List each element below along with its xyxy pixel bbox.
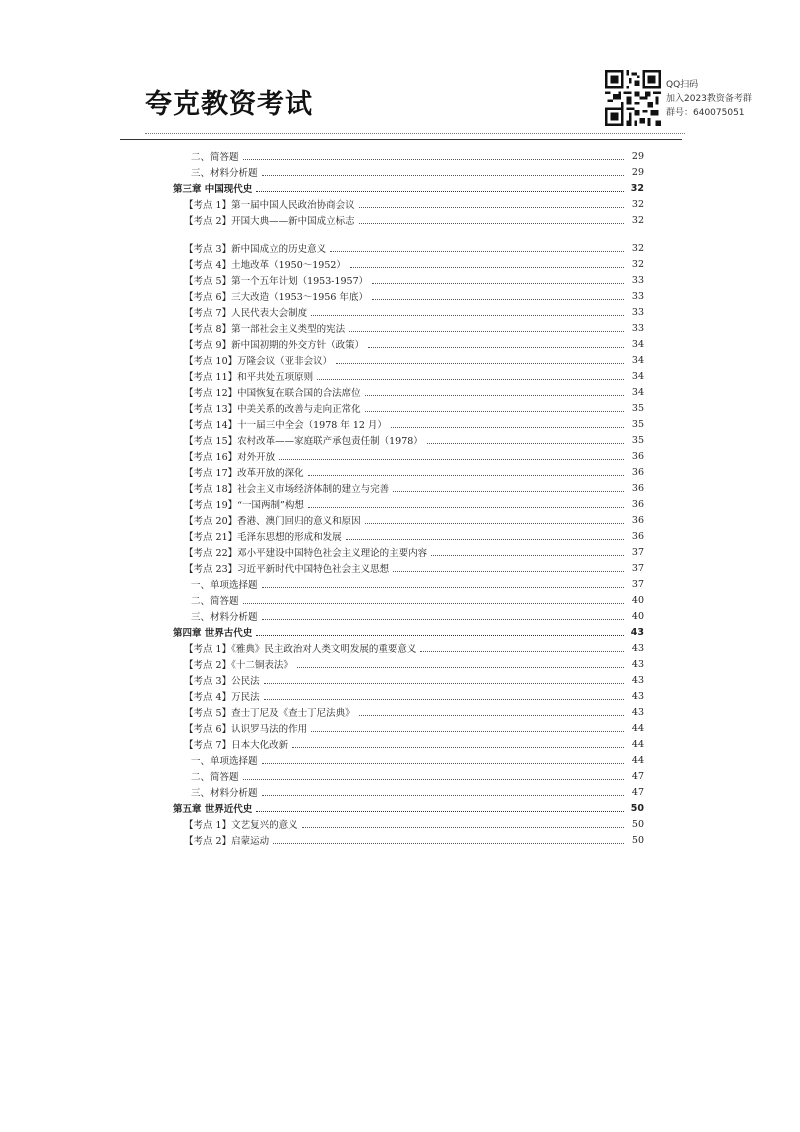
toc-page-number: 37 (631, 578, 644, 590)
toc-leader (311, 731, 624, 732)
toc-leader (262, 175, 624, 176)
toc-label: 【考点 6】三大改造（1953～1956 年底） (184, 292, 368, 303)
toc-label: 第四章 世界古代史 (173, 628, 253, 639)
toc-label: 【考点 23】习近平新时代中国特色社会主义思想 (184, 564, 390, 575)
toc-label: 【考点 4】万民法 (184, 692, 260, 703)
qr-group-number: 群号：640075051 (666, 108, 745, 118)
toc-entry[interactable] (0, 288, 800, 304)
toc-entry[interactable] (0, 480, 800, 496)
toc-page-number: 43 (631, 690, 644, 702)
toc-page-number: 44 (631, 738, 644, 750)
toc-label: 【考点 15】农村改革——家庭联产承包责任制（1978） (184, 436, 423, 447)
qr-group-invite: 加入2023教资备考群 (666, 94, 752, 104)
toc-page-number: 43 (631, 674, 644, 686)
toc-leader (297, 667, 624, 668)
toc-leader (372, 283, 624, 284)
toc-page-number: 43 (630, 626, 644, 638)
toc-entry[interactable] (0, 212, 800, 228)
toc-page-number: 34 (631, 370, 644, 382)
toc-label: 【考点 5】查士丁尼及《查士丁尼法典》 (184, 708, 355, 719)
toc-label: 【考点 17】改革开放的深化 (184, 468, 304, 479)
toc-leader (308, 475, 624, 476)
toc-section[interactable] (0, 752, 800, 768)
toc-entry[interactable] (0, 528, 800, 544)
toc-page-number: 35 (631, 434, 644, 446)
toc-leader (359, 223, 624, 224)
qr-info (666, 78, 752, 120)
toc-entry[interactable] (0, 384, 800, 400)
toc-page-number: 47 (631, 786, 644, 798)
toc-leader (317, 379, 624, 380)
toc-page-number: 34 (631, 338, 644, 350)
toc-label: 【考点 7】日本大化改新 (184, 740, 289, 751)
toc-page-number: 36 (631, 450, 644, 462)
toc-leader (391, 427, 624, 428)
toc-page-number: 36 (631, 498, 644, 510)
toc-page-number: 36 (631, 466, 644, 478)
toc-leader (302, 827, 624, 828)
toc-section[interactable] (0, 608, 800, 624)
toc-leader (262, 587, 624, 588)
toc-entry[interactable] (0, 368, 800, 384)
toc-leader (308, 507, 624, 508)
toc-page-number: 44 (631, 754, 644, 766)
toc-leader (336, 363, 624, 364)
toc-leader (243, 603, 624, 604)
toc-entry[interactable] (0, 640, 800, 656)
toc-page-number: 36 (631, 530, 644, 542)
toc-leader (359, 207, 624, 208)
toc-label: 【考点 12】中国恢复在联合国的合法席位 (184, 388, 361, 399)
toc-entry[interactable] (0, 832, 800, 848)
toc-leader (264, 683, 624, 684)
toc-page-number: 50 (631, 834, 644, 846)
toc-entry[interactable] (0, 704, 800, 720)
toc-label: 【考点 19】“一国两制”构想 (184, 500, 304, 511)
toc-page-number: 37 (631, 562, 644, 574)
toc-page-number: 32 (631, 198, 644, 210)
toc-entry[interactable] (0, 304, 800, 320)
toc-section[interactable] (0, 592, 800, 608)
toc-chapter[interactable] (0, 800, 800, 816)
toc-leader (372, 299, 624, 300)
toc-page-number: 40 (631, 610, 644, 622)
toc-section[interactable] (0, 576, 800, 592)
toc-label: 【考点 21】毛泽东思想的形成和发展 (184, 532, 342, 543)
toc-leader (365, 411, 624, 412)
toc-leader (330, 251, 624, 252)
toc-entry[interactable] (0, 432, 800, 448)
toc-page-number: 29 (631, 166, 644, 178)
toc-page-number: 32 (630, 182, 644, 194)
toc-page-number: 37 (631, 546, 644, 558)
toc-page-number: 44 (631, 722, 644, 734)
toc-entry[interactable] (0, 336, 800, 352)
toc-entry[interactable] (0, 720, 800, 736)
toc-label: 【考点 10】万隆会议（亚非会议） (184, 356, 333, 367)
toc-label: 【考点 3】新中国成立的历史意义 (184, 244, 327, 255)
toc-label: 【考点 6】认识罗马法的作用 (184, 724, 308, 735)
toc-leader (359, 715, 624, 716)
toc-page-number: 43 (631, 658, 644, 670)
header-dotted-rule (145, 133, 685, 134)
toc-leader (431, 555, 624, 556)
toc-entry[interactable] (0, 400, 800, 416)
toc-label: 【考点 4】土地改革（1950～1952） (184, 260, 346, 271)
toc-label: 一、单项选择题 (191, 756, 258, 767)
toc-leader (262, 619, 624, 620)
toc-label: 【考点 2】《十二铜表法》 (184, 660, 293, 671)
toc-label: 【考点 5】第一个五年计划（1953-1957） (184, 276, 369, 287)
qr-caption: QQ扫码 (666, 80, 699, 90)
toc-leader (256, 635, 624, 636)
toc-leader (262, 763, 624, 764)
toc-leader (311, 315, 624, 316)
toc-label: 二、简答题 (191, 152, 239, 163)
toc-leader (365, 523, 624, 524)
toc-page-number: 33 (631, 274, 644, 286)
toc-section[interactable] (0, 768, 800, 784)
toc-label: 【考点 8】第一部社会主义类型的宪法 (184, 324, 346, 335)
toc-page-number: 34 (631, 354, 644, 366)
toc-label: 第五章 世界近代史 (173, 804, 253, 815)
toc-leader (365, 395, 624, 396)
toc-leader (243, 159, 624, 160)
toc-entry[interactable] (0, 736, 800, 752)
toc-entry[interactable] (0, 496, 800, 512)
toc-label: 【考点 18】社会主义市场经济体制的建立与完善 (184, 484, 390, 495)
toc-label: 【考点 13】中美关系的改善与走向正常化 (184, 404, 361, 415)
toc-page-number: 33 (631, 290, 644, 302)
toc-label: 二、简答题 (191, 772, 239, 783)
toc-entry[interactable] (0, 320, 800, 336)
toc-leader (349, 331, 624, 332)
toc-label: 【考点 1】文艺复兴的意义 (184, 820, 298, 831)
toc-entry[interactable] (0, 656, 800, 672)
toc-entry[interactable] (0, 512, 800, 528)
toc-page-number: 35 (631, 418, 644, 430)
toc-label: 【考点 14】十一届三中全会（1978 年 12 月） (184, 420, 387, 431)
toc-label: 第三章 中国现代史 (173, 184, 253, 195)
toc-page-number: 47 (631, 770, 644, 782)
toc-leader (393, 491, 624, 492)
toc-label: 【考点 2】开国大典——新中国成立标志 (184, 216, 355, 227)
toc-entry[interactable] (0, 560, 800, 576)
toc-page-number: 40 (631, 594, 644, 606)
toc-page-number: 50 (631, 818, 644, 830)
toc-leader (262, 795, 624, 796)
toc-entry[interactable] (0, 240, 800, 256)
toc-section[interactable] (0, 164, 800, 180)
toc-page-number: 32 (631, 258, 644, 270)
toc-label: 一、单项选择题 (191, 580, 258, 591)
toc-entry[interactable] (0, 672, 800, 688)
toc-page-number: 36 (631, 482, 644, 494)
toc-label: 【考点 16】对外开放 (184, 452, 276, 463)
page-header (0, 0, 800, 145)
toc-label: 【考点 1】第一届中国人民政治协商会议 (184, 200, 355, 211)
toc-leader (420, 651, 624, 652)
toc-chapter[interactable] (0, 624, 800, 640)
toc-leader (279, 459, 624, 460)
toc-label: 三、材料分析题 (191, 168, 258, 179)
toc-leader (350, 267, 624, 268)
toc-label: 【考点 11】和平共处五项原则 (184, 372, 314, 383)
toc-label: 【考点 7】人民代表大会制度 (184, 308, 308, 319)
toc-label: 【考点 22】邓小平建设中国特色社会主义理论的主要内容 (184, 548, 428, 559)
toc-label: 二、简答题 (191, 596, 239, 607)
toc-page-number: 43 (631, 642, 644, 654)
toc-label: 三、材料分析题 (191, 788, 258, 799)
toc-leader (256, 811, 624, 812)
toc-label: 【考点 1】《雅典》民主政治对人类文明发展的重要意义 (184, 644, 417, 655)
toc-entry[interactable] (0, 448, 800, 464)
toc-leader (346, 539, 624, 540)
header-rule (120, 139, 682, 140)
toc-entry[interactable] (0, 416, 800, 432)
toc-entry[interactable] (0, 272, 800, 288)
toc-page-number: 33 (631, 306, 644, 318)
toc-page-number: 35 (631, 402, 644, 414)
toc-leader (393, 571, 624, 572)
toc-leader (256, 191, 624, 192)
toc-chapter[interactable] (0, 180, 800, 196)
toc-entry[interactable] (0, 544, 800, 560)
toc-leader (273, 843, 624, 844)
toc-page-number: 32 (631, 214, 644, 226)
toc-entry[interactable] (0, 256, 800, 272)
toc-entry[interactable] (0, 816, 800, 832)
toc-page-number: 50 (630, 802, 644, 814)
toc-label: 【考点 2】启蒙运动 (184, 836, 270, 847)
toc-page-number: 34 (631, 386, 644, 398)
toc-label: 【考点 9】新中国初期的外交方针（政策） (184, 340, 365, 351)
toc-entry[interactable] (0, 352, 800, 368)
toc-leader (243, 779, 624, 780)
toc-leader (427, 443, 624, 444)
toc-page-number: 43 (631, 706, 644, 718)
toc-label: 【考点 3】公民法 (184, 676, 260, 687)
toc-label: 【考点 20】香港、澳门回归的意义和原因 (184, 516, 361, 527)
toc-leader (264, 699, 624, 700)
toc-entry[interactable] (0, 464, 800, 480)
toc-entry[interactable] (0, 688, 800, 704)
brand-title: 夸克教资考试 (145, 89, 313, 120)
toc-leader (292, 747, 624, 748)
toc-entry[interactable] (0, 196, 800, 212)
toc-page-number: 36 (631, 514, 644, 526)
toc-page-number: 29 (631, 150, 644, 162)
toc-section[interactable] (0, 784, 800, 800)
toc-page-number: 32 (631, 242, 644, 254)
qr-code-icon (605, 70, 661, 126)
toc-section[interactable] (0, 148, 800, 164)
toc-page-number: 33 (631, 322, 644, 334)
toc-leader (368, 347, 624, 348)
toc-label: 三、材料分析题 (191, 612, 258, 623)
